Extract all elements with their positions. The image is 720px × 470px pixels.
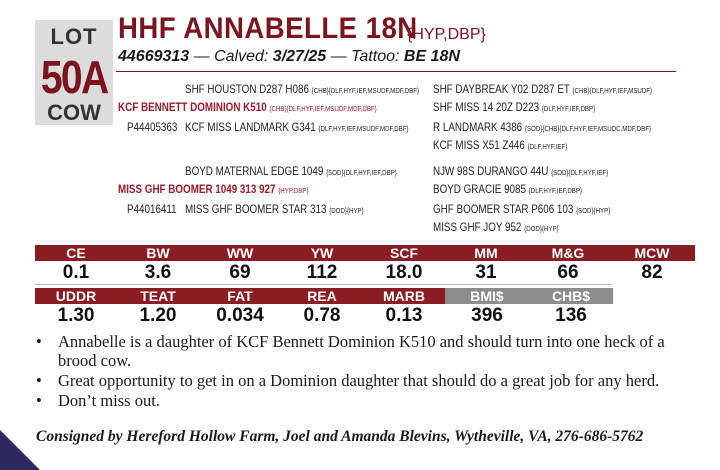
pedigree-tags: {CHB}{DLF,HYF,IEF,MSUDF,MDF,DBF} bbox=[269, 104, 377, 113]
epd-value-marb: 0.13 bbox=[385, 305, 423, 326]
epd-value-yw: 112 bbox=[306, 262, 338, 283]
epd-value-rea: 0.78 bbox=[303, 305, 341, 326]
consignor-line: Consigned by Hereford Hollow Farm, Joel and Amanda Blevins, Wytheville, VA, 276-686-5762 bbox=[36, 428, 644, 445]
epd-value-bw: 3.6 bbox=[144, 262, 172, 283]
pedigree-ds-sire bbox=[433, 164, 608, 178]
corner-accent bbox=[0, 430, 40, 470]
bullet-icon: • bbox=[36, 371, 42, 390]
pedigree-tags: {SOD}{HYP} bbox=[576, 206, 611, 215]
pedigree-tags: {DOD}{HYP} bbox=[524, 224, 559, 233]
sep-2: — bbox=[330, 48, 347, 65]
animal-info bbox=[118, 48, 460, 66]
pedigree-name: MISS GHF BOOMER STAR 313 bbox=[185, 202, 327, 216]
pedigree-ds-dam bbox=[433, 182, 582, 196]
epd-header-teat: TEAT bbox=[140, 288, 176, 304]
pedigree-name: MISS GHF JOY 952 bbox=[433, 220, 522, 234]
list-item bbox=[36, 332, 676, 370]
header-rule bbox=[116, 71, 676, 72]
pedigree-tags: {SOD}{DLF,HYF,IEF,DBP} bbox=[326, 168, 397, 177]
pedigree-sd-sire bbox=[433, 120, 651, 134]
sep-1: — bbox=[193, 48, 210, 65]
pedigree-name: R LANDMARK 4386 bbox=[433, 120, 523, 134]
dam-registration: P44016411 bbox=[127, 202, 177, 216]
comment-text: Great opportunity to get in on a Dominion daughter that should do a great job for any herd. bbox=[58, 371, 660, 390]
pedigree-name: SHF DAYBREAK Y02 D287 ET bbox=[433, 82, 570, 96]
pedigree-dam-sire bbox=[185, 164, 397, 178]
epd-value-scf: 18.0 bbox=[385, 262, 423, 283]
registration-number: 44669313 bbox=[118, 48, 190, 65]
epd-value-mm: 31 bbox=[475, 262, 497, 283]
tattoo-value: BE 18N bbox=[403, 48, 460, 65]
epd-header-indexes bbox=[445, 288, 613, 304]
sire-registration: P44405363 bbox=[127, 120, 178, 134]
pedigree-tags: {DLF,HYF,IEF,DBP} bbox=[528, 186, 583, 195]
pedigree-tags: {HYP,DBP} bbox=[278, 186, 309, 195]
animal-tags: {HYP,DBP} bbox=[407, 26, 486, 43]
epd-value-ce: 0.1 bbox=[62, 262, 90, 283]
pedigree-name: KCF BENNETT DOMINION K510 bbox=[118, 100, 267, 114]
pedigree-name: BOYD GRACIE 9085 bbox=[433, 182, 526, 196]
epd-header-fat: FAT bbox=[227, 288, 253, 304]
pedigree-tags: {DLF,HYF,IEF,MSUDF,MDF,DBF} bbox=[318, 124, 409, 133]
epd-value-bmi: 396 bbox=[471, 305, 503, 326]
epd-value-chb: 136 bbox=[555, 305, 587, 326]
animal-name: HHF ANNABELLE 18N bbox=[118, 12, 418, 45]
pedigree-tags: {SOD}{DLF,HYF,IEF} bbox=[551, 168, 609, 177]
pedigree-ss-sire bbox=[433, 82, 652, 96]
epd-value-mg: 66 bbox=[557, 262, 579, 283]
lot-number: 50A bbox=[40, 51, 108, 103]
epd-header-mm: MM bbox=[474, 245, 498, 261]
pedigree-sd-dam bbox=[433, 138, 567, 152]
epd-divider bbox=[35, 284, 612, 285]
list-item bbox=[36, 371, 676, 390]
comment-list bbox=[36, 332, 676, 411]
epd-header-bw: BW bbox=[146, 245, 170, 261]
pedigree-sire bbox=[118, 100, 377, 114]
pedigree-tags: {DLF,HYF,IEF} bbox=[527, 142, 568, 151]
list-item bbox=[36, 391, 676, 410]
pedigree-name: MISS GHF BOOMER 1049 313 927 bbox=[118, 182, 276, 196]
pedigree-name: KCF MISS LANDMARK G341 bbox=[185, 120, 316, 134]
epd-header-yw: YW bbox=[310, 245, 334, 261]
bullet-icon: • bbox=[36, 391, 42, 410]
epd-value-mcw: 82 bbox=[641, 262, 663, 283]
pedigree-tags: {DOD}{HYP} bbox=[329, 206, 364, 215]
lot-box bbox=[35, 20, 113, 125]
epd-header-row-1 bbox=[35, 245, 695, 261]
epd-header-ce: CE bbox=[66, 245, 86, 261]
tattoo-label: Tattoo: bbox=[351, 48, 400, 65]
bullet-icon: • bbox=[36, 332, 42, 351]
pedigree-tags: {CHB}{DLF,HYF,IEF,MSUDF} bbox=[572, 86, 653, 95]
epd-value-teat: 1.20 bbox=[139, 305, 177, 326]
calved-date: 3/27/25 bbox=[272, 48, 327, 65]
pedigree-name: SHF HOUSTON D287 H086 bbox=[185, 82, 309, 96]
lot-label: LOT bbox=[50, 24, 98, 49]
pedigree-name: GHF BOOMER STAR P606 103 bbox=[433, 202, 574, 216]
epd-header-mg: M&G bbox=[551, 245, 585, 261]
pedigree-dam bbox=[118, 182, 309, 196]
epd-value-uddr: 1.30 bbox=[57, 305, 95, 326]
pedigree-dd-dam bbox=[433, 220, 559, 234]
calved-label: Calved: bbox=[214, 48, 269, 65]
comment-text: Don’t miss out. bbox=[58, 391, 160, 410]
pedigree-tags: {DLF,HYF,IEF,DBP} bbox=[541, 104, 596, 113]
lot-sex: COW bbox=[47, 100, 101, 125]
epd-header-chb: CHB$ bbox=[551, 288, 591, 304]
epd-header-mcw: MCW bbox=[634, 245, 670, 261]
epd-header-rea: REA bbox=[307, 288, 337, 304]
pedigree-dd-sire bbox=[433, 202, 610, 216]
pedigree-dam-dam bbox=[185, 202, 364, 216]
epd-value-fat: 0.034 bbox=[216, 305, 264, 326]
epd-header-scf: SCF bbox=[390, 245, 418, 261]
epd-header-ww: WW bbox=[226, 245, 254, 261]
pedigree-tags: {CHB}{DLF,HYF,IEF,MSUDF,MDF,DBF} bbox=[311, 86, 420, 95]
epd-header-row-2 bbox=[35, 288, 445, 304]
epd-header-uddr: UDDR bbox=[55, 288, 97, 304]
pedigree-name: NJW 98S DURANGO 44U bbox=[433, 164, 549, 178]
epd-value-ww: 69 bbox=[229, 262, 251, 283]
pedigree-ss-dam bbox=[433, 100, 595, 114]
pedigree-name: BOYD MATERNAL EDGE 1049 bbox=[185, 164, 324, 178]
pedigree-sire-dam bbox=[185, 120, 409, 134]
pedigree-sire-sire bbox=[185, 82, 419, 96]
pedigree-name: SHF MISS 14 20Z D223 bbox=[433, 100, 540, 114]
epd-header-marb: MARB bbox=[383, 288, 425, 304]
pedigree-name: KCF MISS X51 Z446 bbox=[433, 138, 525, 152]
pedigree-tags: {SOD}{CHB}{DLF,HYF,IEF,MSUDC,MDF,DBF} bbox=[524, 124, 652, 133]
comment-text: Annabelle is a daughter of KCF Bennett Dominion K510 and should turn into one heck of a brood cow. bbox=[58, 332, 665, 370]
epd-header-bmi: BMI$ bbox=[470, 288, 504, 304]
